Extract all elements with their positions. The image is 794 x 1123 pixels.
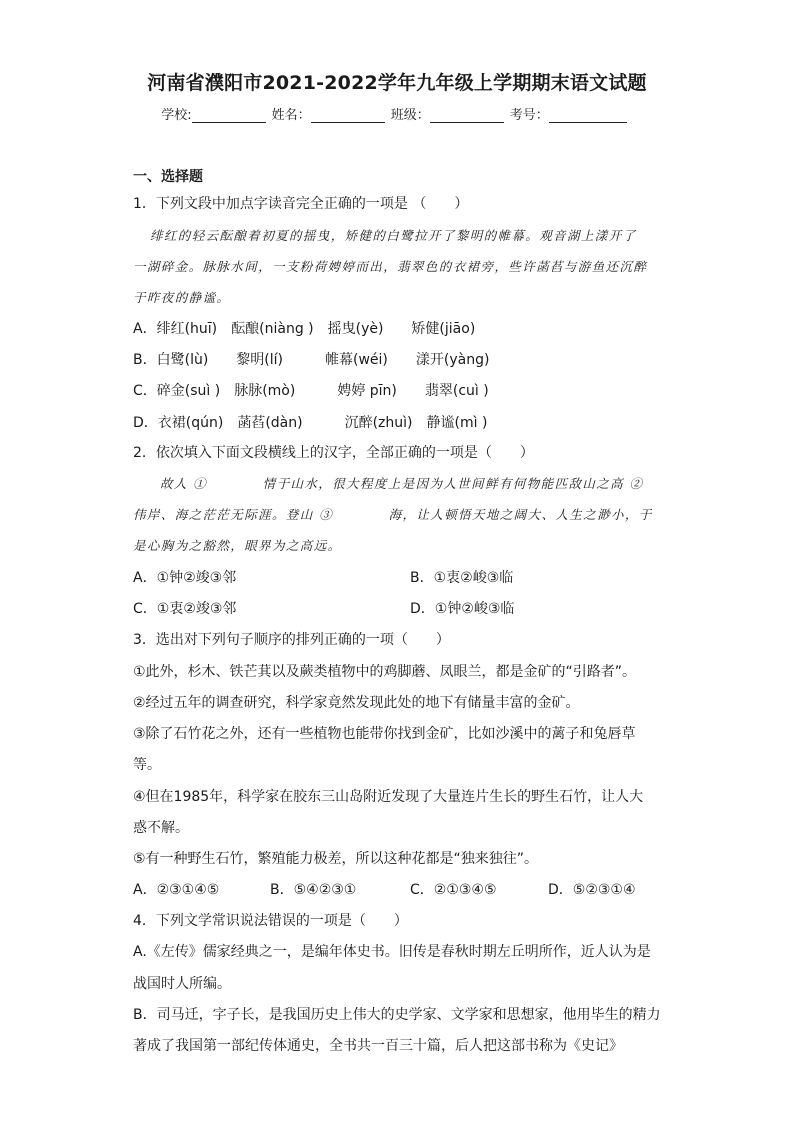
q1-stem: 1．下列文段中加点字读音完全正确的一项是 （ ）: [133, 196, 469, 212]
q2-option-c[interactable]: C．①衷②竣③邻: [133, 601, 237, 617]
name-label: 姓名：: [271, 108, 311, 123]
q4-option-a-line[interactable]: 战国时人所编。: [133, 976, 231, 992]
q1-passage-line: 于昨夜的静谧。: [133, 290, 231, 305]
q4-option-a-line[interactable]: A.《左传》儒家经典之一，是编年体史书。旧传是春秋时期左丘明所作，近人认为是: [133, 944, 651, 960]
q2-passage-line: 故人 ① 情于山水，很大程度上是因为人世间鲜有何物能匹敌山之高 ②: [160, 476, 644, 491]
exam-no-label: 考号：: [509, 108, 549, 123]
section-heading: 一、选择题: [133, 169, 203, 185]
q2-stem: 2．依次填入下面文段横线上的汉字，全部正确的一项是（ ）: [133, 445, 534, 461]
q4-option-b-line[interactable]: B．司马迁，字子长，是我国历史上伟大的史学家、文学家和思想家，他用毕生的精力: [133, 1007, 661, 1023]
q3-sentence: 惑不解。: [133, 820, 189, 836]
q2-option-b[interactable]: B．①衷②峻③临: [410, 570, 514, 586]
q3-option-b[interactable]: B．⑤④②③①: [270, 882, 357, 898]
q3-option-a[interactable]: A．②③①④⑤: [133, 882, 220, 898]
q1-option-b[interactable]: B．白鹭(lù) 黎明(lí) 帷幕(wéi) 漾开(yàng): [133, 352, 490, 368]
q1-passage-line: 绯红的轻云酝酿着初夏的摇曳，矫健的白鹭拉开了黎明的帷幕。观音湖上漾开了: [150, 228, 637, 243]
q3-stem: 3．选出对下列句子顺序的排列正确的一项（ ）: [133, 632, 450, 648]
exam-no-blank[interactable]: [549, 108, 627, 123]
page-title: 河南省濮阳市2021-2022学年九年级上学期期末语文试题: [147, 72, 647, 94]
q4-stem: 4．下列文学常识说法错误的一项是（ ）: [133, 913, 408, 929]
school-blank[interactable]: [192, 108, 266, 123]
q3-sentence: ①此外，杉木、铁芒萁以及蕨类植物中的鸡脚蘑、凤眼兰，都是金矿的“引路者”。: [133, 664, 637, 680]
class-label: 班级：: [390, 108, 430, 123]
school-label: 学校:: [161, 108, 192, 123]
q3-sentence: ②经过五年的调查研究，科学家竟然发现此处的地下有储量丰富的金矿。: [133, 695, 580, 711]
q3-sentence: ⑤有一种野生石竹，繁殖能力极差，所以这种花都是“独来独往”。: [133, 851, 539, 867]
q3-sentence: ④但在1985年，科学家在胶东三山岛附近发现了大量连片生长的野生石竹，让人大: [133, 789, 644, 805]
q3-option-d[interactable]: D．⑤②③①④: [548, 882, 636, 898]
q3-sentence: ③除了石竹花之外，还有一些植物也能带你找到金矿，比如沙溪中的蓠子和兔唇草: [133, 726, 636, 742]
q3-option-c[interactable]: C．②①③④⑤: [410, 882, 497, 898]
q1-option-d[interactable]: D．衣裙(qún) 菡萏(dàn) 沉醉(zhuì) 静谧(mì ): [133, 415, 488, 431]
q2-passage-line: 是心胸为之豁然，眼界为之高远。: [133, 538, 342, 553]
name-blank[interactable]: [311, 108, 385, 123]
q2-passage-line: 伟岸、海之茫茫无际涯。登山 ③ 海，让人顿悟天地之阔大、人生之渺小，于: [133, 507, 653, 522]
q3-sentence: 等。: [133, 757, 161, 773]
student-info-line: [0, 104, 794, 123]
q2-option-a[interactable]: A．①钟②竣③邻: [133, 570, 237, 586]
q4-option-b-line[interactable]: 著成了我国第一部纪传体通史，全书共一百三十篇，后人把这部书称为《史记》: [133, 1038, 623, 1054]
q1-passage-line: 一湖碎金。脉脉水间，一支粉荷娉婷而出，翡翠色的衣裙旁，些许菡萏与游鱼还沉醉: [133, 259, 648, 274]
class-blank[interactable]: [430, 108, 504, 123]
q1-option-a[interactable]: A．绯红(huī) 酝酿(niàng ) 摇曳(yè) 矫健(jiāo): [133, 321, 476, 337]
q2-option-d[interactable]: D．①钟②峻③临: [410, 601, 515, 617]
q1-option-c[interactable]: C．碎金(suì ) 脉脉(mò) 娉婷 pīn) 翡翠(cuì ): [133, 383, 489, 399]
